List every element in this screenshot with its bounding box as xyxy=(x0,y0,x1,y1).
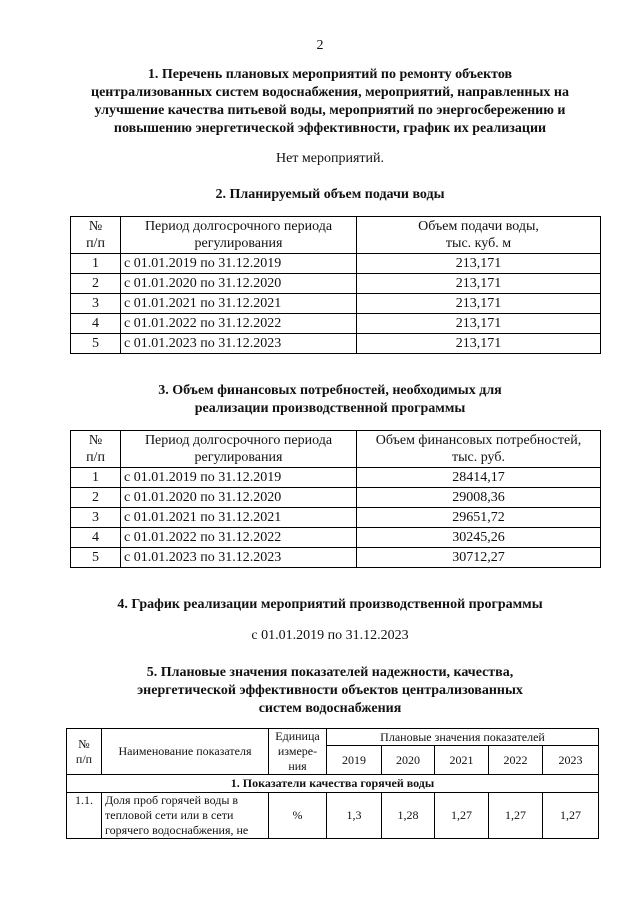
header-num-line2: п/п xyxy=(86,450,105,465)
cell-unit: % xyxy=(269,793,327,839)
section4-period: с 01.01.2019 по 31.12.2023 xyxy=(251,628,409,643)
cell-period: с 01.01.2020 по 31.12.2020 xyxy=(121,488,357,508)
header-period-line1: Период долгосрочного периода xyxy=(144,219,333,234)
section1-title-line: 1. Перечень плановых мероприятий по ремонту объектов xyxy=(147,67,513,82)
header-year: 2023 xyxy=(543,746,599,775)
cell-num: 4 xyxy=(71,314,121,334)
cell-name-line: тепловой сети или в сети xyxy=(105,808,234,822)
header-name: Наименование показателя xyxy=(102,729,269,775)
page-number: 2 xyxy=(316,38,324,53)
cell-value: 213,171 xyxy=(357,334,601,354)
table-group-row xyxy=(67,775,599,793)
cell-name xyxy=(102,793,269,839)
table-row xyxy=(71,274,601,294)
cell-value: 1,27 xyxy=(435,793,489,839)
cell-num: 5 xyxy=(71,334,121,354)
cell-value: 1,27 xyxy=(543,793,599,839)
cell-value: 30712,27 xyxy=(357,548,601,568)
section1-title-line: улучшение качества питьевой воды, мероприятий по энергосбережению и xyxy=(94,103,566,118)
section1-title-line: централизованных систем водоснабжения, мероприятий, направленных на xyxy=(91,85,569,100)
header-value xyxy=(357,431,601,468)
header-planned-values: Плановые значения показателей xyxy=(327,729,599,746)
table-row xyxy=(71,334,601,354)
section3-title-line: 3. Объем финансовых потребностей, необходимых для xyxy=(158,383,502,398)
cell-name-line: горячего водоснабжения, не xyxy=(105,823,249,837)
header-unit-line3: ния xyxy=(288,759,307,773)
section5-title-line: энергетической эффективности объектов централизованных xyxy=(137,683,523,698)
cell-num: 4 xyxy=(71,528,121,548)
table-row xyxy=(71,528,601,548)
group-title: 1. Показатели качества горячей воды xyxy=(67,775,599,793)
cell-name-line: Доля проб горячей воды в xyxy=(105,793,239,807)
header-unit-line1: Единица xyxy=(275,729,320,743)
section4-title: 4. График реализации мероприятий производственной программы xyxy=(117,597,543,612)
cell-period: с 01.01.2019 по 31.12.2019 xyxy=(121,468,357,488)
cell-value: 213,171 xyxy=(357,254,601,274)
header-num xyxy=(67,729,102,775)
header-unit xyxy=(269,729,327,775)
header-period-line1: Период долгосрочного периода xyxy=(144,433,333,448)
cell-num: 3 xyxy=(71,294,121,314)
header-num xyxy=(71,431,121,468)
header-value-line2: тыс. руб. xyxy=(452,450,505,465)
cell-value: 213,171 xyxy=(357,274,601,294)
cell-value: 28414,17 xyxy=(357,468,601,488)
table-header-row xyxy=(67,729,599,746)
header-year: 2019 xyxy=(327,746,382,775)
cell-period: с 01.01.2021 по 31.12.2021 xyxy=(121,508,357,528)
indicators-table xyxy=(66,728,599,839)
header-period xyxy=(121,431,357,468)
cell-num: 1.1. xyxy=(67,793,102,839)
header-value-line1: Объем финансовых потребностей, xyxy=(375,433,582,448)
header-num xyxy=(71,217,121,254)
cell-num: 2 xyxy=(71,488,121,508)
cell-period: с 01.01.2019 по 31.12.2019 xyxy=(121,254,357,274)
header-num-line1: № xyxy=(88,433,103,448)
section1-title-line: повышению энергетической эффективности, график их реализации xyxy=(113,121,547,136)
header-year: 2022 xyxy=(489,746,543,775)
cell-value: 29651,72 xyxy=(357,508,601,528)
section5-title-line: 5. Плановые значения показателей надежности, качества, xyxy=(146,665,514,680)
cell-period: с 01.01.2023 по 31.12.2023 xyxy=(121,334,357,354)
cell-value: 1,3 xyxy=(327,793,382,839)
table-row xyxy=(71,548,601,568)
table-row xyxy=(71,314,601,334)
cell-value: 30245,26 xyxy=(357,528,601,548)
header-num-line2: п/п xyxy=(86,236,105,251)
section3-title-line: реализации производственной программы xyxy=(194,401,466,416)
header-value xyxy=(357,217,601,254)
cell-num: 3 xyxy=(71,508,121,528)
cell-num: 1 xyxy=(71,468,121,488)
section5-title xyxy=(60,664,600,718)
section1-note: Нет мероприятий. xyxy=(275,151,385,166)
header-period-line2: регулирования xyxy=(194,236,283,251)
section5-title-line: систем водоснабжения xyxy=(258,701,402,716)
cell-num: 2 xyxy=(71,274,121,294)
cell-value: 213,171 xyxy=(357,294,601,314)
section1-title xyxy=(60,66,600,138)
cell-value: 1,27 xyxy=(489,793,543,839)
cell-value: 29008,36 xyxy=(357,488,601,508)
header-value-line2: тыс. куб. м xyxy=(445,236,512,251)
header-year: 2021 xyxy=(435,746,489,775)
cell-period: с 01.01.2020 по 31.12.2020 xyxy=(121,274,357,294)
cell-period: с 01.01.2023 по 31.12.2023 xyxy=(121,548,357,568)
cell-period: с 01.01.2021 по 31.12.2021 xyxy=(121,294,357,314)
cell-value: 213,171 xyxy=(357,314,601,334)
cell-period: с 01.01.2022 по 31.12.2022 xyxy=(121,314,357,334)
table-row xyxy=(71,488,601,508)
table-row xyxy=(71,294,601,314)
table-header-row xyxy=(71,431,601,468)
table-row xyxy=(67,793,599,839)
cell-num: 1 xyxy=(71,254,121,274)
header-unit-line2: измере- xyxy=(277,744,318,758)
water-supply-table xyxy=(70,216,601,354)
header-period xyxy=(121,217,357,254)
table-row xyxy=(71,468,601,488)
cell-value: 1,28 xyxy=(382,793,435,839)
table-row xyxy=(71,508,601,528)
table-header-row xyxy=(71,217,601,254)
header-num-line1: № xyxy=(78,736,90,751)
header-period-line2: регулирования xyxy=(194,450,283,465)
header-num-line1: № xyxy=(88,219,103,234)
table-row xyxy=(71,254,601,274)
financial-needs-table xyxy=(70,430,601,568)
cell-period: с 01.01.2022 по 31.12.2022 xyxy=(121,528,357,548)
header-year: 2020 xyxy=(382,746,435,775)
section3-title xyxy=(60,382,600,418)
header-value-line1: Объем подачи воды, xyxy=(418,219,539,234)
header-num-line2: п/п xyxy=(75,751,93,766)
section2-title: 2. Планируемый объем подачи воды xyxy=(215,187,445,202)
cell-num: 5 xyxy=(71,548,121,568)
